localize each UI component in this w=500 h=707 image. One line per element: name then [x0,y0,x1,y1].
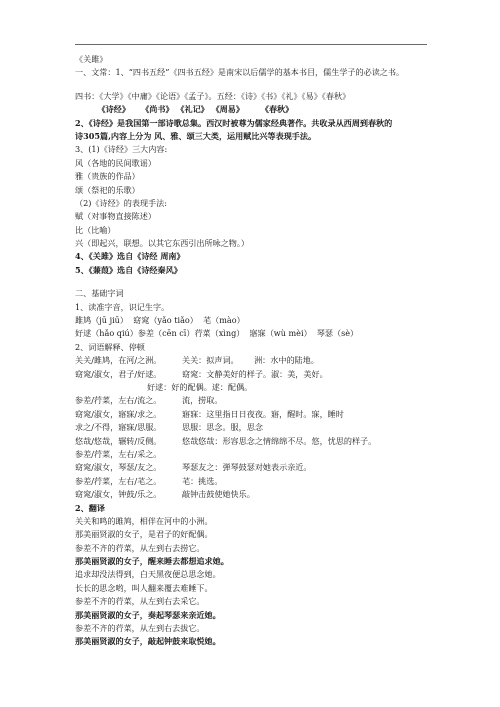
paragraph-gap [75,80,435,90]
text-line: 参差不齐的荇菜，从左到右去拔它。 [75,623,205,634]
text-line: 雅（贵族的作品） [75,171,140,182]
text-line: 参差/荇菜，左右/采之。 [75,448,162,459]
text-line: 窈窕/淑女，琴瑟/友之。 琴瑟友之：弹琴鼓瑟对她表示亲近。 [75,462,312,473]
text-line: 关关/雎鸠，在河/之洲。 关关：拟声词。 洲：水中的陆地。 [75,355,319,366]
text-line: 好逑（hǎo qiú）参差（cēn cī）荇菜（xìng） 寤寐（wù mèi） 琴瑟（sè） [75,328,359,339]
text-line: 3、(1)《诗经》三大内容: [75,144,168,155]
text-line: （2)《诗经》的表现手法: [75,197,167,208]
text-line: 求之/不得，寤寐/思服。 思服：思念。服，思念 [75,422,263,433]
text-line: 2、《诗经》是我国第一部诗歌总集。西汉时被尊为儒家经典著作。共收录从西周到春秋的 [75,117,393,128]
text-line: 关关和鸣的雎鸠，相伴在河中的小洲。 [75,515,213,526]
text-line: 窈窕/淑女，寤寐/求之。 寤寐：这里指日日夜夜。寤，醒时。寐，睡时 [75,408,344,419]
text-line: 风（各地的民间歌谣） [75,157,156,168]
paragraph-gap [75,277,435,287]
text-line: 追求却没法得到，白天黑夜便总思念她。 [75,569,221,580]
text-line: 4、《关雎》选自《诗经 周南》 [75,251,185,262]
text-line: 2、翻译 [75,502,105,513]
text-line: 窈窕/淑女，君子/好逑。 窈窕：文静美好的样子。淑：美，美好。 [75,368,328,379]
header-rule [75,44,427,45]
text-line: 窈窕/淑女，钟鼓/乐之。 敲钟击鼓使她快乐。 [75,489,255,500]
text-line: 一、文常：1、“四书五经”《四书五经》是南宋以后儒学的基本书目，儒生学子的必读之书。 [75,67,405,78]
text-line: 5、《蒹葭》选自《诗经秦风》 [75,264,182,275]
text-line: 好逑：好的配偶。逑：配偶。 [75,381,253,392]
text-line: 1、读准字音，识记生字。 [75,301,170,312]
text-line: 参差不齐的荇菜，从左到右去捞它。 [75,542,205,553]
text-line: 比（比喻） [75,224,116,235]
text-line: 四书：《大学》《中庸》《论语》《孟子》。五经：《诗》《书》《礼》《易》《春秋》 [75,90,351,101]
text-line: 那美丽贤淑的女子，奏起琴瑟来亲近她。 [75,609,221,620]
text-line: 颂（祭祀的乐歌） [75,184,140,195]
text-line: 参差不齐的荇菜，从左到右去采它。 [75,596,205,607]
text-line: 参差/荇菜，左右/芼之。 芼：挑选。 [75,475,223,486]
document-body [75,53,435,649]
text-line: 雎鸠（jū jiū） 窈窕（yǎo tiǎo） 芼（mào） [75,315,245,326]
text-line: 赋（对事物直接陈述） [75,211,156,222]
text-line: 悠哉/悠哉，辗转/反侧。 悠哉悠哉：形容思念之情绵绵不尽。悠，忧思的样子。 [75,435,377,446]
text-line: 兴（即起兴，联想。以其它东西引出所咏之物。） [75,238,250,249]
text-line: 参差/荇菜，左右/流之。 流，捞取。 [75,395,223,406]
text-line: 那美丽贤淑的女子，敲起钟鼓来取悦她。 [75,636,221,647]
text-line: 《诗经》 《尚书》 《礼记》 《周易》 《春秋》 [75,104,294,115]
text-line: 诗305篇,内容上分为 风、雅、颂三大类，运用赋比兴等表现手法。 [75,130,317,141]
text-line: 那美丽贤淑的女子，醒来睡去都想追求她。 [75,556,229,567]
text-line: 二、基础字词 [75,288,124,299]
text-line: 那美丽贤淑的女子，是君子的好配偶。 [75,529,213,540]
text-line: 长长的思念哟，叫人翻来覆去难睡下。 [75,582,213,593]
text-line: 2、词语解释、停顿 [75,341,145,352]
text-line: 《关雎》 [75,54,108,64]
